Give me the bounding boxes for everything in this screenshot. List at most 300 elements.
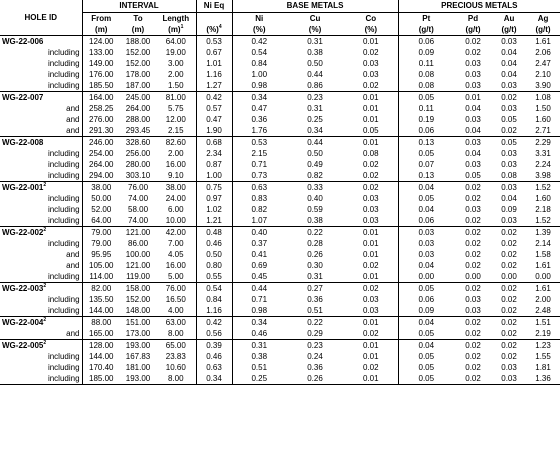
ni-eq-cell: 1.16 bbox=[196, 305, 232, 317]
pt-cell: 0.13 bbox=[398, 137, 454, 149]
pt-cell: 0.05 bbox=[418, 193, 435, 203]
ni-eq-cell: 1.27 bbox=[196, 80, 232, 92]
co-cell: 0.08 bbox=[344, 148, 398, 159]
to-cell: 121.00 bbox=[125, 260, 151, 270]
cu-cell: 0.86 bbox=[307, 80, 323, 90]
hole-id-footnote: 2 bbox=[43, 226, 47, 233]
au-cell: 0.02 bbox=[501, 260, 517, 270]
pd-cell: 0.02 bbox=[465, 328, 481, 338]
ag-cell: 2.14 bbox=[535, 238, 551, 248]
length-cell: 10.00 bbox=[156, 215, 196, 227]
ni-cell: 0.40 bbox=[232, 227, 286, 239]
interval-qualifier-cell: including bbox=[0, 373, 82, 385]
ni-eq-cell: 0.55 bbox=[196, 271, 232, 283]
au-cell: 0.02 bbox=[501, 125, 517, 135]
table-row bbox=[0, 148, 560, 159]
pd-cell: 0.02 bbox=[465, 215, 481, 225]
ag-cell: 1.23 bbox=[526, 340, 560, 352]
cu-cell: 0.26 bbox=[307, 249, 323, 259]
ni-cell: 0.53 bbox=[232, 137, 286, 149]
from-cell: 124.00 bbox=[82, 36, 120, 48]
co-cell: 0.01 bbox=[344, 36, 398, 48]
au-cell: 0.04 bbox=[501, 193, 517, 203]
to-cell: 167.83 bbox=[125, 351, 151, 361]
au-cell: 0.05 bbox=[492, 137, 526, 149]
cu-cell: 0.40 bbox=[307, 193, 323, 203]
ni-cell: 0.44 bbox=[232, 283, 286, 295]
ag-cell: 1.60 bbox=[535, 193, 551, 203]
to-cell: 86.00 bbox=[128, 238, 149, 248]
interval-qualifier-cell: including bbox=[0, 305, 82, 317]
cu-cell: 0.82 bbox=[307, 170, 323, 180]
table-row bbox=[0, 114, 560, 125]
ni-eq-cell: 0.50 bbox=[196, 249, 232, 260]
ni-eq-cell: 0.75 bbox=[196, 182, 232, 194]
pt-cell: 0.03 bbox=[398, 227, 454, 239]
to-cell: 151.00 bbox=[120, 317, 156, 329]
table-row bbox=[0, 103, 560, 114]
hole-id-footnote: 2 bbox=[43, 282, 47, 289]
table-row bbox=[0, 182, 560, 194]
interval-qualifier-cell: including bbox=[0, 47, 82, 58]
assay-table-body bbox=[0, 36, 560, 385]
au-cell: 0.02 bbox=[501, 351, 517, 361]
ni-eq-cell: 1.00 bbox=[196, 170, 232, 182]
length-cell: 3.00 bbox=[156, 58, 196, 69]
pt-cell: 0.11 bbox=[418, 58, 434, 68]
pd-cell: 0.02 bbox=[465, 47, 481, 57]
co-header: Co bbox=[344, 13, 398, 25]
cu-cell: 0.36 bbox=[307, 294, 323, 304]
ag-cell: 0.00 bbox=[535, 271, 551, 281]
ag-cell: 2.48 bbox=[535, 305, 551, 315]
pt-cell: 0.04 bbox=[418, 204, 435, 214]
pt-cell: 0.11 bbox=[418, 103, 434, 113]
co-cell: 0.02 bbox=[344, 47, 398, 58]
hole-id-text: WG-22-004 bbox=[2, 317, 44, 327]
pd-cell: 0.05 bbox=[465, 170, 481, 180]
hole-id-cell bbox=[0, 36, 82, 48]
cu-cell: 0.49 bbox=[307, 159, 323, 169]
cu-cell: 0.29 bbox=[307, 328, 323, 338]
au-cell: 0.02 bbox=[492, 92, 526, 104]
to-cell: 74.00 bbox=[128, 193, 149, 203]
length-cell: 19.00 bbox=[156, 47, 196, 58]
cu-cell: 0.27 bbox=[286, 283, 344, 295]
from-cell: 264.00 bbox=[89, 159, 114, 169]
length-cell: 4.00 bbox=[156, 305, 196, 317]
length-cell: 5.00 bbox=[156, 271, 196, 283]
co-cell: 0.02 bbox=[344, 159, 398, 170]
co-cell: 0.01 bbox=[344, 249, 398, 260]
interval-qualifier-cell: including bbox=[0, 271, 82, 283]
pd-cell: 0.02 bbox=[454, 317, 492, 329]
pt-cell: 0.06 bbox=[398, 36, 454, 48]
ag-cell: 1.61 bbox=[526, 283, 560, 295]
to-cell: 193.00 bbox=[120, 373, 156, 385]
cu-cell: 0.50 bbox=[307, 58, 323, 68]
hole-id-text: WG-22-005 bbox=[2, 340, 44, 350]
to-cell: 173.00 bbox=[125, 328, 151, 338]
cu-cell: 0.33 bbox=[286, 182, 344, 194]
from-cell: 79.00 bbox=[82, 227, 120, 239]
au-header: Au bbox=[503, 13, 515, 23]
pd-cell: 0.02 bbox=[454, 373, 492, 385]
ag-cell: 2.06 bbox=[535, 47, 551, 57]
pt-cell: 0.04 bbox=[418, 260, 435, 270]
ag-cell: 1.08 bbox=[526, 92, 560, 104]
ni-eq-unit-spacer bbox=[196, 13, 232, 25]
au-cell: 0.03 bbox=[501, 215, 517, 225]
cu-unit: (%) bbox=[286, 24, 344, 36]
ni-cell: 0.37 bbox=[251, 238, 268, 248]
ni-eq-cell: 0.97 bbox=[196, 193, 232, 204]
pt-cell: 0.05 bbox=[398, 373, 454, 385]
au-unit: (g/t) bbox=[492, 24, 526, 36]
length-unit-footnote: 1 bbox=[180, 24, 184, 30]
pd-cell: 0.02 bbox=[465, 260, 481, 270]
length-cell: 5.75 bbox=[156, 103, 196, 114]
cu-cell: 0.31 bbox=[307, 103, 323, 113]
pt-cell: 0.04 bbox=[398, 182, 454, 194]
ni-eq-cell: 1.16 bbox=[196, 69, 232, 80]
au-cell: 0.04 bbox=[501, 47, 517, 57]
pd-unit: (g/t) bbox=[454, 24, 492, 36]
ni-cell: 0.25 bbox=[232, 373, 286, 385]
length-cell: 24.00 bbox=[156, 193, 196, 204]
au-cell: 0.03 bbox=[501, 103, 517, 113]
co-cell: 0.03 bbox=[344, 204, 398, 215]
to-cell: 158.00 bbox=[120, 283, 156, 295]
hole-id-text: WG-22-006 bbox=[2, 36, 44, 46]
ag-cell: 1.36 bbox=[526, 373, 560, 385]
ni-eq-cell: 0.53 bbox=[196, 36, 232, 48]
au-cell: 0.02 bbox=[492, 283, 526, 295]
ni-cell: 1.00 bbox=[251, 69, 268, 79]
cu-cell: 0.36 bbox=[307, 362, 323, 372]
cu-cell: 0.38 bbox=[307, 47, 323, 57]
pd-cell: 0.03 bbox=[465, 294, 481, 304]
hole-id-text: WG-22-001 bbox=[2, 182, 44, 192]
pd-cell: 0.03 bbox=[465, 305, 481, 315]
ag-cell: 1.50 bbox=[535, 103, 551, 113]
cu-cell: 0.34 bbox=[307, 125, 323, 135]
interval-qualifier-cell: and bbox=[0, 103, 82, 114]
au-cell: 0.04 bbox=[501, 69, 517, 79]
ni-eq-cell: 1.21 bbox=[196, 215, 232, 227]
table-row bbox=[0, 373, 560, 385]
table-row bbox=[0, 227, 560, 239]
ni-eq-header: Ni Eq bbox=[196, 0, 232, 13]
co-cell: 0.01 bbox=[344, 238, 398, 249]
to-cell: 152.00 bbox=[125, 294, 151, 304]
hole-id-cell bbox=[0, 340, 82, 352]
ni-cell: 0.69 bbox=[251, 260, 268, 270]
from-cell: 165.00 bbox=[89, 328, 114, 338]
pt-cell: 0.05 bbox=[418, 351, 435, 361]
from-cell: 79.00 bbox=[91, 238, 112, 248]
ni-cell: 0.47 bbox=[251, 103, 268, 113]
au-cell: 0.02 bbox=[501, 238, 517, 248]
pt-cell: 0.03 bbox=[418, 249, 435, 259]
co-unit: (%) bbox=[344, 24, 398, 36]
length-cell: 76.00 bbox=[156, 283, 196, 295]
pt-cell: 0.05 bbox=[418, 328, 435, 338]
to-cell: 245.00 bbox=[120, 92, 156, 104]
to-cell: 187.00 bbox=[125, 80, 151, 90]
from-cell: 185.50 bbox=[89, 80, 114, 90]
co-cell: 0.03 bbox=[344, 215, 398, 227]
base-metals-header: BASE METALS bbox=[232, 0, 398, 13]
ag-cell: 1.61 bbox=[526, 36, 560, 48]
ag-cell: 2.19 bbox=[535, 328, 551, 338]
to-cell: 193.00 bbox=[120, 340, 156, 352]
cu-cell: 0.31 bbox=[307, 271, 323, 281]
co-cell: 0.03 bbox=[344, 193, 398, 204]
to-unit: (m) bbox=[120, 24, 156, 36]
pt-header: Pt bbox=[422, 13, 431, 23]
ni-cell: 0.82 bbox=[251, 204, 268, 214]
interval-qualifier-cell: including bbox=[0, 215, 82, 227]
ag-cell: 1.55 bbox=[535, 351, 551, 361]
ni-cell: 0.34 bbox=[232, 317, 286, 329]
co-cell: 0.01 bbox=[344, 271, 398, 283]
to-cell: 288.00 bbox=[125, 114, 151, 124]
table-row bbox=[0, 260, 560, 271]
pd-cell: 0.04 bbox=[465, 103, 481, 113]
from-cell: 294.00 bbox=[89, 170, 114, 180]
pt-cell: 0.06 bbox=[418, 125, 435, 135]
cu-cell: 0.23 bbox=[286, 340, 344, 352]
hole-id-footnote: 2 bbox=[43, 316, 47, 323]
ag-cell: 1.60 bbox=[535, 114, 551, 124]
pd-cell: 0.02 bbox=[465, 238, 481, 248]
co-cell: 0.01 bbox=[344, 373, 398, 385]
cu-cell: 0.22 bbox=[286, 317, 344, 329]
ni-cell: 0.54 bbox=[251, 47, 268, 57]
cu-cell: 0.25 bbox=[307, 114, 323, 124]
pt-cell: 0.09 bbox=[418, 305, 435, 315]
table-row bbox=[0, 36, 560, 48]
cu-cell: 0.59 bbox=[307, 204, 323, 214]
ag-cell: 1.51 bbox=[526, 317, 560, 329]
from-cell: 246.00 bbox=[82, 137, 120, 149]
ag-cell: 3.31 bbox=[535, 148, 551, 158]
interval-qualifier-cell: and bbox=[0, 328, 82, 340]
pt-cell: 0.06 bbox=[418, 294, 435, 304]
ni-cell: 0.98 bbox=[251, 305, 268, 315]
au-cell: 0.02 bbox=[501, 249, 517, 259]
pd-cell: 0.02 bbox=[454, 340, 492, 352]
length-cell: 8.00 bbox=[156, 373, 196, 385]
ni-cell: 0.42 bbox=[232, 36, 286, 48]
pt-cell: 0.08 bbox=[418, 69, 435, 79]
interval-qualifier-cell: and bbox=[0, 125, 82, 137]
ag-cell: 2.29 bbox=[526, 137, 560, 149]
cu-cell: 0.51 bbox=[307, 305, 323, 315]
to-cell: 328.60 bbox=[120, 137, 156, 149]
au-cell: 0.02 bbox=[501, 294, 517, 304]
ag-cell: 1.61 bbox=[535, 260, 551, 270]
table-row bbox=[0, 125, 560, 137]
co-cell: 0.01 bbox=[344, 317, 398, 329]
au-cell: 0.02 bbox=[492, 227, 526, 239]
to-cell: 303.10 bbox=[125, 170, 151, 180]
table-row bbox=[0, 80, 560, 92]
length-cell: 12.00 bbox=[156, 114, 196, 125]
ag-cell: 2.00 bbox=[535, 294, 551, 304]
pd-cell: 0.03 bbox=[454, 137, 492, 149]
from-unit: (m) bbox=[82, 24, 120, 36]
co-cell: 0.01 bbox=[344, 227, 398, 239]
table-row bbox=[0, 283, 560, 295]
ag-header: Ag bbox=[537, 13, 549, 23]
co-cell: 0.03 bbox=[344, 58, 398, 69]
length-cell: 23.83 bbox=[156, 351, 196, 362]
ni-cell: 0.36 bbox=[251, 114, 268, 124]
table-row bbox=[0, 271, 560, 283]
ni-eq-cell: 0.39 bbox=[196, 340, 232, 352]
pd-cell: 0.02 bbox=[454, 182, 492, 194]
ni-cell: 0.98 bbox=[251, 80, 268, 90]
from-cell: 144.00 bbox=[89, 351, 114, 361]
from-cell: 64.00 bbox=[91, 215, 112, 225]
ni-cell: 0.51 bbox=[251, 362, 268, 372]
from-cell: 38.00 bbox=[82, 182, 120, 194]
ni-cell: 0.38 bbox=[251, 351, 268, 361]
ni-cell: 1.07 bbox=[251, 215, 268, 225]
cu-cell: 0.28 bbox=[307, 238, 323, 248]
to-cell: 188.00 bbox=[120, 36, 156, 48]
table-row bbox=[0, 204, 560, 215]
pd-cell: 0.02 bbox=[465, 362, 481, 372]
from-cell: 135.50 bbox=[89, 294, 114, 304]
to-cell: 280.00 bbox=[125, 159, 151, 169]
co-cell: 0.02 bbox=[344, 170, 398, 182]
from-cell: 258.25 bbox=[89, 103, 114, 113]
from-cell: 105.00 bbox=[89, 260, 114, 270]
ag-cell: 3.90 bbox=[535, 80, 551, 90]
ni-cell: 0.46 bbox=[251, 328, 268, 338]
length-cell: 10.60 bbox=[156, 362, 196, 373]
ag-cell: 1.52 bbox=[535, 215, 551, 225]
cu-cell: 0.31 bbox=[286, 36, 344, 48]
length-cell: 64.00 bbox=[156, 36, 196, 48]
au-cell: 0.03 bbox=[492, 373, 526, 385]
cu-cell: 0.23 bbox=[286, 92, 344, 104]
ag-cell: 1.52 bbox=[526, 182, 560, 194]
to-cell: 119.00 bbox=[126, 271, 150, 281]
pt-cell: 0.13 bbox=[418, 170, 435, 180]
table-row bbox=[0, 340, 560, 352]
co-cell: 0.01 bbox=[344, 92, 398, 104]
co-cell: 0.01 bbox=[344, 340, 398, 352]
to-cell: 74.00 bbox=[128, 215, 149, 225]
pd-cell: 0.01 bbox=[454, 92, 492, 104]
ni-cell: 1.76 bbox=[251, 125, 268, 135]
pt-cell: 0.19 bbox=[418, 114, 435, 124]
from-cell: 128.00 bbox=[82, 340, 120, 352]
pd-header: Pd bbox=[467, 13, 479, 23]
pd-cell: 0.03 bbox=[465, 204, 481, 214]
table-row bbox=[0, 170, 560, 182]
ni-cell: 0.41 bbox=[251, 249, 268, 259]
interval-qualifier-cell: including bbox=[0, 69, 82, 80]
ag-cell: 3.98 bbox=[535, 170, 551, 180]
ni-eq-cell: 0.57 bbox=[196, 103, 232, 114]
ag-cell: 1.39 bbox=[526, 227, 560, 239]
from-cell: 133.00 bbox=[89, 47, 114, 57]
ag-cell: 2.71 bbox=[535, 125, 551, 135]
pd-cell: 0.02 bbox=[454, 36, 492, 48]
from-cell: 114.00 bbox=[89, 271, 114, 281]
from-cell: 149.00 bbox=[89, 58, 114, 68]
pd-cell: 0.02 bbox=[465, 193, 481, 203]
ni-eq-unit-text: (%) bbox=[206, 24, 219, 34]
interval-qualifier-cell: including bbox=[0, 148, 82, 159]
to-cell: 76.00 bbox=[120, 182, 156, 194]
table-row bbox=[0, 47, 560, 58]
length-cell: 16.00 bbox=[156, 260, 196, 271]
length-unit bbox=[156, 24, 196, 36]
hole-id-text: WG-22-002 bbox=[2, 227, 44, 237]
hole-id-cell bbox=[0, 227, 82, 239]
ni-eq-cell: 0.46 bbox=[196, 238, 232, 249]
interval-qualifier-cell: including bbox=[0, 159, 82, 170]
pt-cell: 0.08 bbox=[418, 80, 435, 90]
ni-eq-cell: 0.46 bbox=[196, 351, 232, 362]
length-cell: 42.00 bbox=[156, 227, 196, 239]
pt-unit: (g/t) bbox=[398, 24, 454, 36]
au-cell: 0.04 bbox=[501, 58, 517, 68]
au-cell: 0.03 bbox=[501, 148, 517, 158]
from-cell: 164.00 bbox=[82, 92, 120, 104]
au-cell: 0.02 bbox=[501, 328, 517, 338]
hole-id-cell bbox=[0, 182, 82, 194]
co-cell: 0.02 bbox=[344, 80, 398, 92]
table-row bbox=[0, 294, 560, 305]
ni-eq-unit bbox=[196, 24, 232, 36]
ni-cell: 0.63 bbox=[232, 182, 286, 194]
length-cell: 2.00 bbox=[156, 148, 196, 159]
length-cell: 1.50 bbox=[156, 80, 196, 92]
from-header: From bbox=[91, 13, 112, 23]
ni-cell: 0.71 bbox=[251, 294, 268, 304]
cu-cell: 0.44 bbox=[307, 69, 323, 79]
pd-cell: 0.03 bbox=[465, 114, 481, 124]
ni-eq-unit-footnote: 4 bbox=[218, 24, 222, 30]
to-cell: 152.00 bbox=[125, 58, 151, 68]
co-cell: 0.01 bbox=[344, 351, 398, 362]
interval-qualifier-cell: including bbox=[0, 351, 82, 362]
au-cell: 0.02 bbox=[492, 317, 526, 329]
cu-cell: 0.24 bbox=[307, 351, 323, 361]
au-cell: 0.08 bbox=[501, 170, 517, 180]
au-cell: 0.03 bbox=[492, 182, 526, 194]
ag-unit: (g/t) bbox=[526, 24, 560, 36]
hole-id-cell bbox=[0, 283, 82, 295]
co-cell: 0.03 bbox=[344, 294, 398, 305]
hole-id-footnote: 2 bbox=[43, 339, 47, 346]
pd-cell: 0.02 bbox=[465, 249, 481, 259]
ni-cell: 0.45 bbox=[251, 271, 268, 281]
ni-cell: 0.34 bbox=[232, 92, 286, 104]
ni-cell: 0.31 bbox=[232, 340, 286, 352]
interval-qualifier-cell: including bbox=[0, 58, 82, 69]
ni-eq-cell: 0.80 bbox=[196, 260, 232, 271]
to-cell: 178.00 bbox=[125, 69, 151, 79]
length-cell: 9.10 bbox=[156, 170, 196, 182]
